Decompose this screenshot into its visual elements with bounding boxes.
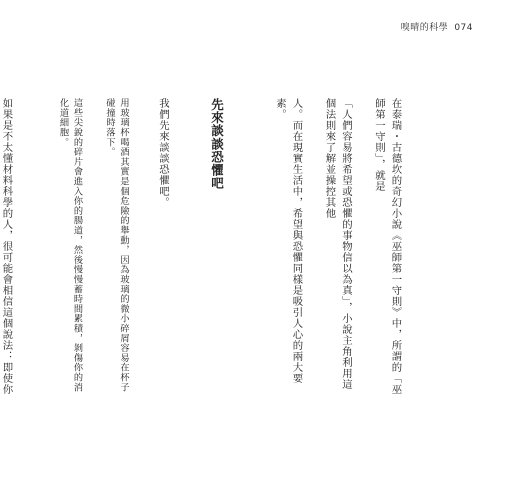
text-column: 我們先來談談恐懼吧。 (157, 98, 169, 208)
text-column: 在泰瑞・古德坎的奇幻小說《巫師第一守則》中，所謂的「巫師第一守則」，就是 (373, 98, 402, 395)
quoted-claim-column: 用玻璃杯喝酒其實是個危險的舉動，因為玻璃的微小碎屑容易在杯子碰撞時落下。 (104, 98, 129, 392)
running-header (401, 20, 473, 33)
text-column: 人。而在現實生活中，希望與恐懼同樣是吸引人心的兩大要素。 (274, 98, 303, 384)
text-column: 「人們容易將希望或恐懼的事物信以為真」，小說主角利用這個法則來了解並操控其他 (323, 98, 352, 390)
text-column: 如果是不太懂材料科學的人，很可能會相信這個說法：即使你 (0, 98, 13, 395)
page-number: 074 (454, 23, 473, 33)
vertical-text-body (0, 98, 420, 398)
section-heading: 先來談談恐懼吧 (209, 98, 225, 190)
quoted-claim-column: 這些尖銳的碎片會進入你的腸道，然後慢慢蓄時間累積，剝傷你的消化道細胞。 (57, 98, 83, 392)
book-title: 嗅晴的科學 (400, 23, 449, 33)
